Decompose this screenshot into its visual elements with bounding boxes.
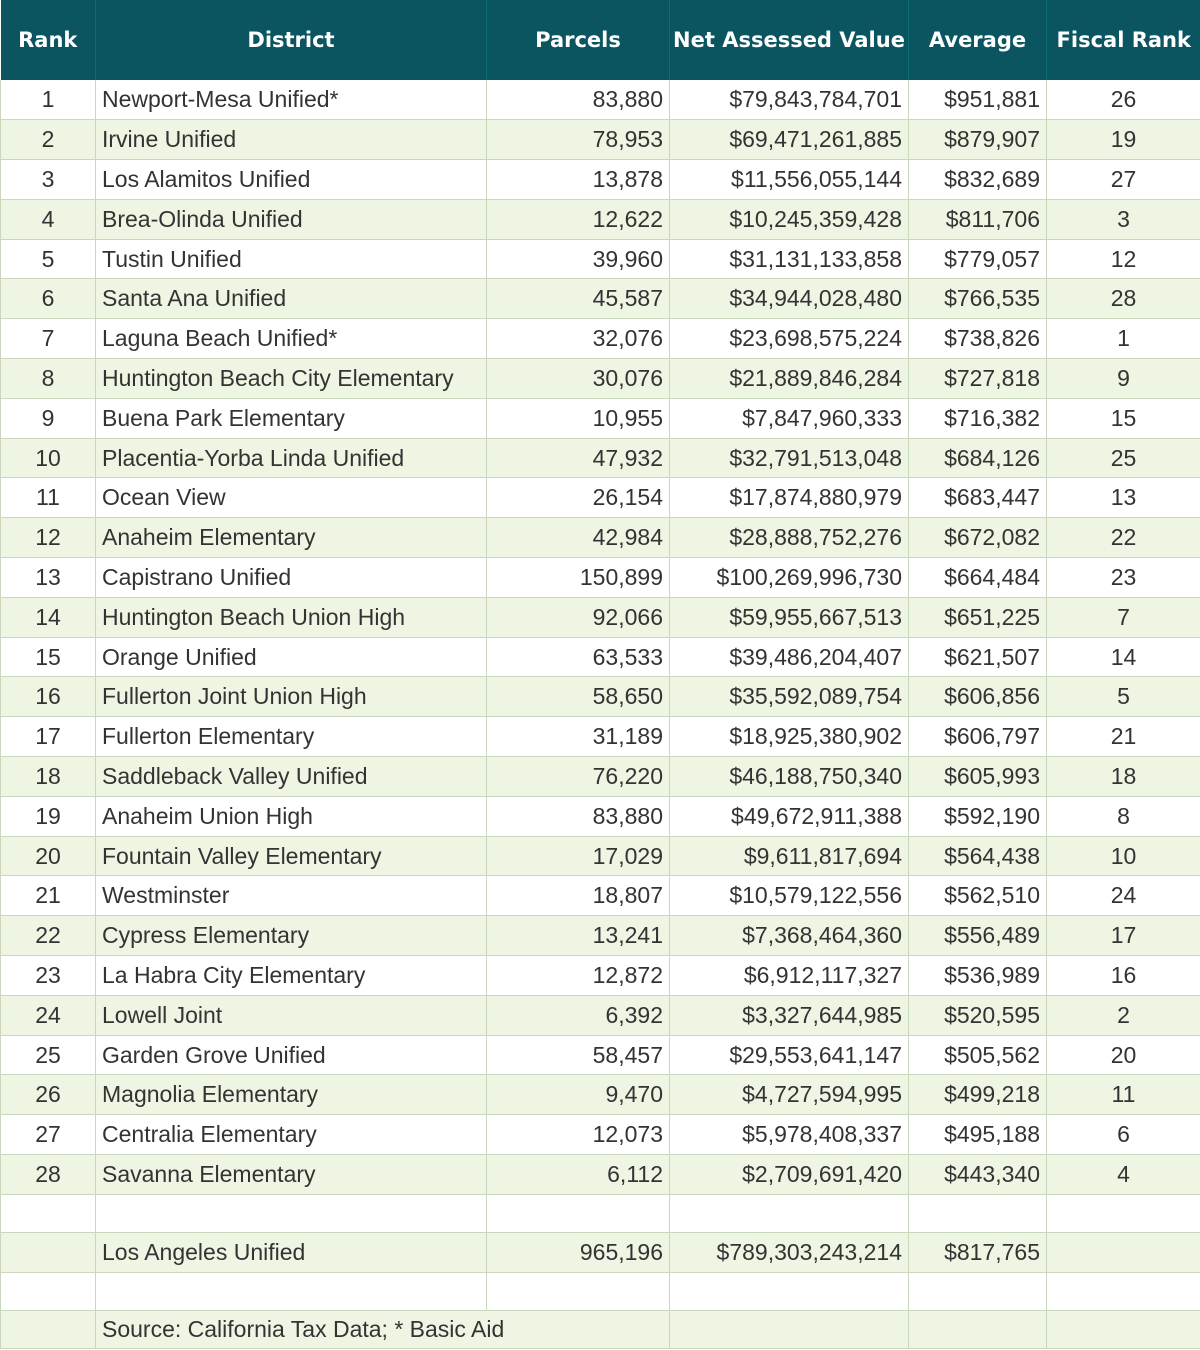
cell-district: Westminster [96, 876, 487, 916]
comparison-net-assessed-value: $789,303,243,214 [670, 1232, 909, 1272]
cell-rank: 8 [1, 359, 96, 399]
cell-average: $672,082 [909, 518, 1047, 558]
cell-average: $562,510 [909, 876, 1047, 916]
cell-fiscal-rank: 24 [1047, 876, 1200, 916]
table-row [1, 717, 1200, 757]
footnote-empty [909, 1310, 1047, 1348]
cell-district: Orange Unified [96, 637, 487, 677]
cell-parcels: 47,932 [487, 438, 670, 478]
cell-fiscal-rank: 5 [1047, 677, 1200, 717]
cell-parcels: 10,955 [487, 398, 670, 438]
cell-district: Cypress Elementary [96, 916, 487, 956]
cell-district: Huntington Beach Union High [96, 597, 487, 637]
table-row [1, 637, 1200, 677]
header-rank: Rank [1, 0, 96, 80]
cell-fiscal-rank: 9 [1047, 359, 1200, 399]
cell-rank: 2 [1, 120, 96, 160]
blank-cell [487, 1272, 670, 1310]
blank-cell [1047, 1272, 1200, 1310]
footnote-empty [1047, 1310, 1200, 1348]
comparison-row [1, 1232, 1200, 1272]
cell-average: $443,340 [909, 1155, 1047, 1195]
cell-fiscal-rank: 21 [1047, 717, 1200, 757]
cell-rank: 5 [1, 239, 96, 279]
cell-rank: 18 [1, 757, 96, 797]
cell-fiscal-empty [1047, 1232, 1200, 1272]
cell-parcels: 6,392 [487, 995, 670, 1035]
table-row [1, 757, 1200, 797]
cell-rank: 9 [1, 398, 96, 438]
cell-district: Los Alamitos Unified [96, 160, 487, 200]
cell-fiscal-rank: 6 [1047, 1115, 1200, 1155]
cell-average: $684,126 [909, 438, 1047, 478]
cell-rank: 26 [1, 1075, 96, 1115]
cell-parcels: 45,587 [487, 279, 670, 319]
cell-average: $621,507 [909, 637, 1047, 677]
cell-fiscal-rank: 14 [1047, 637, 1200, 677]
cell-fiscal-rank: 23 [1047, 558, 1200, 598]
cell-net-assessed-value: $35,592,089,754 [670, 677, 909, 717]
comparison-parcels: 965,196 [487, 1232, 670, 1272]
cell-fiscal-rank: 13 [1047, 478, 1200, 518]
header-fiscal-rank: Fiscal Rank [1056, 28, 1191, 52]
cell-fiscal-rank: 28 [1047, 279, 1200, 319]
cell-net-assessed-value: $18,925,380,902 [670, 717, 909, 757]
header-parcels: Parcels [487, 0, 670, 80]
cell-district: Santa Ana Unified [96, 279, 487, 319]
cell-rank: 27 [1, 1115, 96, 1155]
cell-fiscal-rank: 2 [1047, 995, 1200, 1035]
cell-fiscal-rank: 18 [1047, 757, 1200, 797]
cell-parcels: 12,622 [487, 199, 670, 239]
header-row [1, 0, 1200, 80]
cell-district: Buena Park Elementary [96, 398, 487, 438]
cell-average: $811,706 [909, 199, 1047, 239]
cell-parcels: 39,960 [487, 239, 670, 279]
table-row [1, 916, 1200, 956]
cell-average: $832,689 [909, 160, 1047, 200]
blank-cell [909, 1194, 1047, 1232]
cell-parcels: 13,878 [487, 160, 670, 200]
cell-district: Capistrano Unified [96, 558, 487, 598]
cell-net-assessed-value: $29,553,641,147 [670, 1035, 909, 1075]
footnote-empty [670, 1310, 909, 1348]
cell-average: $951,881 [909, 80, 1047, 120]
cell-net-assessed-value: $4,727,594,995 [670, 1075, 909, 1115]
cell-net-assessed-value: $23,698,575,224 [670, 319, 909, 359]
header-average: Average [909, 0, 1047, 80]
cell-rank: 17 [1, 717, 96, 757]
cell-average: $499,218 [909, 1075, 1047, 1115]
cell-rank: 23 [1, 956, 96, 996]
table-row [1, 319, 1200, 359]
cell-district: Fullerton Joint Union High [96, 677, 487, 717]
comparison-district: Los Angeles Unified [96, 1232, 487, 1272]
cell-rank: 6 [1, 279, 96, 319]
cell-parcels: 12,872 [487, 956, 670, 996]
comparison-average: $817,765 [909, 1232, 1047, 1272]
cell-parcels: 58,650 [487, 677, 670, 717]
cell-parcels: 13,241 [487, 916, 670, 956]
cell-fiscal-rank: 22 [1047, 518, 1200, 558]
cell-net-assessed-value: $10,245,359,428 [670, 199, 909, 239]
cell-parcels: 83,880 [487, 80, 670, 120]
cell-rank-empty [1, 1232, 96, 1272]
cell-net-assessed-value: $31,131,133,858 [670, 239, 909, 279]
cell-average: $766,535 [909, 279, 1047, 319]
cell-parcels: 6,112 [487, 1155, 670, 1195]
cell-average: $727,818 [909, 359, 1047, 399]
cell-rank: 22 [1, 916, 96, 956]
table-row [1, 796, 1200, 836]
footnote-source: Source: California Tax Data; * Basic Aid [96, 1310, 670, 1348]
cell-net-assessed-value: $28,888,752,276 [670, 518, 909, 558]
cell-rank: 21 [1, 876, 96, 916]
table-row [1, 677, 1200, 717]
cell-parcels: 17,029 [487, 836, 670, 876]
cell-parcels: 150,899 [487, 558, 670, 598]
cell-parcels: 42,984 [487, 518, 670, 558]
cell-average: $606,797 [909, 717, 1047, 757]
blank-cell [1, 1272, 96, 1310]
cell-district: Laguna Beach Unified* [96, 319, 487, 359]
footnote-row [1, 1310, 1200, 1348]
cell-fiscal-rank: 7 [1047, 597, 1200, 637]
cell-average: $592,190 [909, 796, 1047, 836]
table-row [1, 956, 1200, 996]
cell-net-assessed-value: $9,611,817,694 [670, 836, 909, 876]
blank-row [1, 1272, 1200, 1310]
cell-net-assessed-value: $3,327,644,985 [670, 995, 909, 1035]
cell-district: Savanna Elementary [96, 1155, 487, 1195]
table-row [1, 239, 1200, 279]
cell-district: Tustin Unified [96, 239, 487, 279]
header-net-assessed-value: Net Assessed Value [670, 0, 909, 80]
blank-cell [487, 1194, 670, 1232]
cell-fiscal-rank: 3 [1047, 199, 1200, 239]
cell-rank: 3 [1, 160, 96, 200]
cell-rank: 19 [1, 796, 96, 836]
blank-cell [96, 1194, 487, 1232]
table-row [1, 359, 1200, 399]
cell-fiscal-rank: 27 [1047, 160, 1200, 200]
cell-parcels: 18,807 [487, 876, 670, 916]
blank-cell [1, 1194, 96, 1232]
cell-district: Huntington Beach City Elementary [96, 359, 487, 399]
table-row [1, 1075, 1200, 1115]
blank-cell [670, 1272, 909, 1310]
cell-fiscal-rank: 15 [1047, 398, 1200, 438]
cell-district: Anaheim Union High [96, 796, 487, 836]
cell-fiscal-rank: 19 [1047, 120, 1200, 160]
cell-average: $520,595 [909, 995, 1047, 1035]
blank-cell [909, 1272, 1047, 1310]
cell-average: $536,989 [909, 956, 1047, 996]
cell-net-assessed-value: $6,912,117,327 [670, 956, 909, 996]
cell-net-assessed-value: $39,486,204,407 [670, 637, 909, 677]
cell-rank: 1 [1, 80, 96, 120]
cell-net-assessed-value: $49,672,911,388 [670, 796, 909, 836]
table-row [1, 1155, 1200, 1195]
cell-district: Irvine Unified [96, 120, 487, 160]
cell-net-assessed-value: $46,188,750,340 [670, 757, 909, 797]
cell-rank: 10 [1, 438, 96, 478]
cell-rank: 13 [1, 558, 96, 598]
cell-net-assessed-value: $17,874,880,979 [670, 478, 909, 518]
cell-rank: 14 [1, 597, 96, 637]
cell-fiscal-rank: 4 [1047, 1155, 1200, 1195]
cell-district: Placentia-Yorba Linda Unified [96, 438, 487, 478]
cell-average: $664,484 [909, 558, 1047, 598]
cell-average: $556,489 [909, 916, 1047, 956]
cell-fiscal-rank: 16 [1047, 956, 1200, 996]
cell-parcels: 83,880 [487, 796, 670, 836]
cell-net-assessed-value: $21,889,846,284 [670, 359, 909, 399]
blank-cell [1047, 1194, 1200, 1232]
table-row [1, 597, 1200, 637]
cell-district: Magnolia Elementary [96, 1075, 487, 1115]
cell-district: Fullerton Elementary [96, 717, 487, 757]
table-row [1, 995, 1200, 1035]
table-body [1, 80, 1200, 1348]
cell-parcels: 76,220 [487, 757, 670, 797]
cell-average: $495,188 [909, 1115, 1047, 1155]
cell-fiscal-rank: 10 [1047, 836, 1200, 876]
table-row [1, 80, 1200, 120]
table-row [1, 199, 1200, 239]
table-row [1, 558, 1200, 598]
cell-district: Fountain Valley Elementary [96, 836, 487, 876]
cell-net-assessed-value: $10,579,122,556 [670, 876, 909, 916]
cell-rank: 28 [1, 1155, 96, 1195]
cell-district: La Habra City Elementary [96, 956, 487, 996]
cell-district: Ocean View [96, 478, 487, 518]
cell-district: Anaheim Elementary [96, 518, 487, 558]
table-row [1, 836, 1200, 876]
cell-rank: 12 [1, 518, 96, 558]
cell-average: $564,438 [909, 836, 1047, 876]
table-row [1, 160, 1200, 200]
cell-rank: 16 [1, 677, 96, 717]
cell-fiscal-rank: 12 [1047, 239, 1200, 279]
cell-net-assessed-value: $59,955,667,513 [670, 597, 909, 637]
footnote-spacer [1, 1310, 96, 1348]
table-row [1, 1035, 1200, 1075]
cell-rank: 20 [1, 836, 96, 876]
cell-net-assessed-value: $69,471,261,885 [670, 120, 909, 160]
cell-parcels: 12,073 [487, 1115, 670, 1155]
cell-net-assessed-value: $11,556,055,144 [670, 160, 909, 200]
cell-parcels: 31,189 [487, 717, 670, 757]
table-row [1, 876, 1200, 916]
cell-parcels: 63,533 [487, 637, 670, 677]
cell-rank: 25 [1, 1035, 96, 1075]
cell-net-assessed-value: $7,368,464,360 [670, 916, 909, 956]
header-district: District [96, 0, 487, 80]
cell-district: Brea-Olinda Unified [96, 199, 487, 239]
cell-fiscal-rank: 20 [1047, 1035, 1200, 1075]
cell-net-assessed-value: $34,944,028,480 [670, 279, 909, 319]
cell-net-assessed-value: $2,709,691,420 [670, 1155, 909, 1195]
cell-net-assessed-value: $7,847,960,333 [670, 398, 909, 438]
cell-parcels: 58,457 [487, 1035, 670, 1075]
cell-district: Centralia Elementary [96, 1115, 487, 1155]
table-row [1, 478, 1200, 518]
cell-net-assessed-value: $79,843,784,701 [670, 80, 909, 120]
cell-parcels: 92,066 [487, 597, 670, 637]
cell-district: Garden Grove Unified [96, 1035, 487, 1075]
cell-parcels: 9,470 [487, 1075, 670, 1115]
cell-average: $879,907 [909, 120, 1047, 160]
cell-parcels: 26,154 [487, 478, 670, 518]
cell-net-assessed-value: $32,791,513,048 [670, 438, 909, 478]
cell-fiscal-rank: 17 [1047, 916, 1200, 956]
blank-cell [670, 1194, 909, 1232]
cell-average: $606,856 [909, 677, 1047, 717]
cell-parcels: 32,076 [487, 319, 670, 359]
cell-district: Lowell Joint [96, 995, 487, 1035]
cell-average: $738,826 [909, 319, 1047, 359]
cell-fiscal-rank: 1 [1047, 319, 1200, 359]
table-row [1, 1115, 1200, 1155]
table-row [1, 398, 1200, 438]
cell-fiscal-rank: 11 [1047, 1075, 1200, 1115]
table-row [1, 120, 1200, 160]
cell-rank: 15 [1, 637, 96, 677]
cell-average: $779,057 [909, 239, 1047, 279]
cell-net-assessed-value: $5,978,408,337 [670, 1115, 909, 1155]
cell-fiscal-rank: 26 [1047, 80, 1200, 120]
cell-average: $505,562 [909, 1035, 1047, 1075]
cell-rank: 11 [1, 478, 96, 518]
table-row [1, 518, 1200, 558]
cell-rank: 24 [1, 995, 96, 1035]
cell-district: Newport-Mesa Unified* [96, 80, 487, 120]
cell-parcels: 78,953 [487, 120, 670, 160]
table-row [1, 438, 1200, 478]
cell-parcels: 30,076 [487, 359, 670, 399]
cell-average: $716,382 [909, 398, 1047, 438]
blank-cell [96, 1272, 487, 1310]
blank-row [1, 1194, 1200, 1232]
cell-district: Saddleback Valley Unified [96, 757, 487, 797]
cell-average: $683,447 [909, 478, 1047, 518]
cell-net-assessed-value: $100,269,996,730 [670, 558, 909, 598]
cell-rank: 7 [1, 319, 96, 359]
table-row [1, 279, 1200, 319]
cell-average: $651,225 [909, 597, 1047, 637]
cell-rank: 4 [1, 199, 96, 239]
cell-average: $605,993 [909, 757, 1047, 797]
cell-fiscal-rank: 8 [1047, 796, 1200, 836]
cell-fiscal-rank: 25 [1047, 438, 1200, 478]
